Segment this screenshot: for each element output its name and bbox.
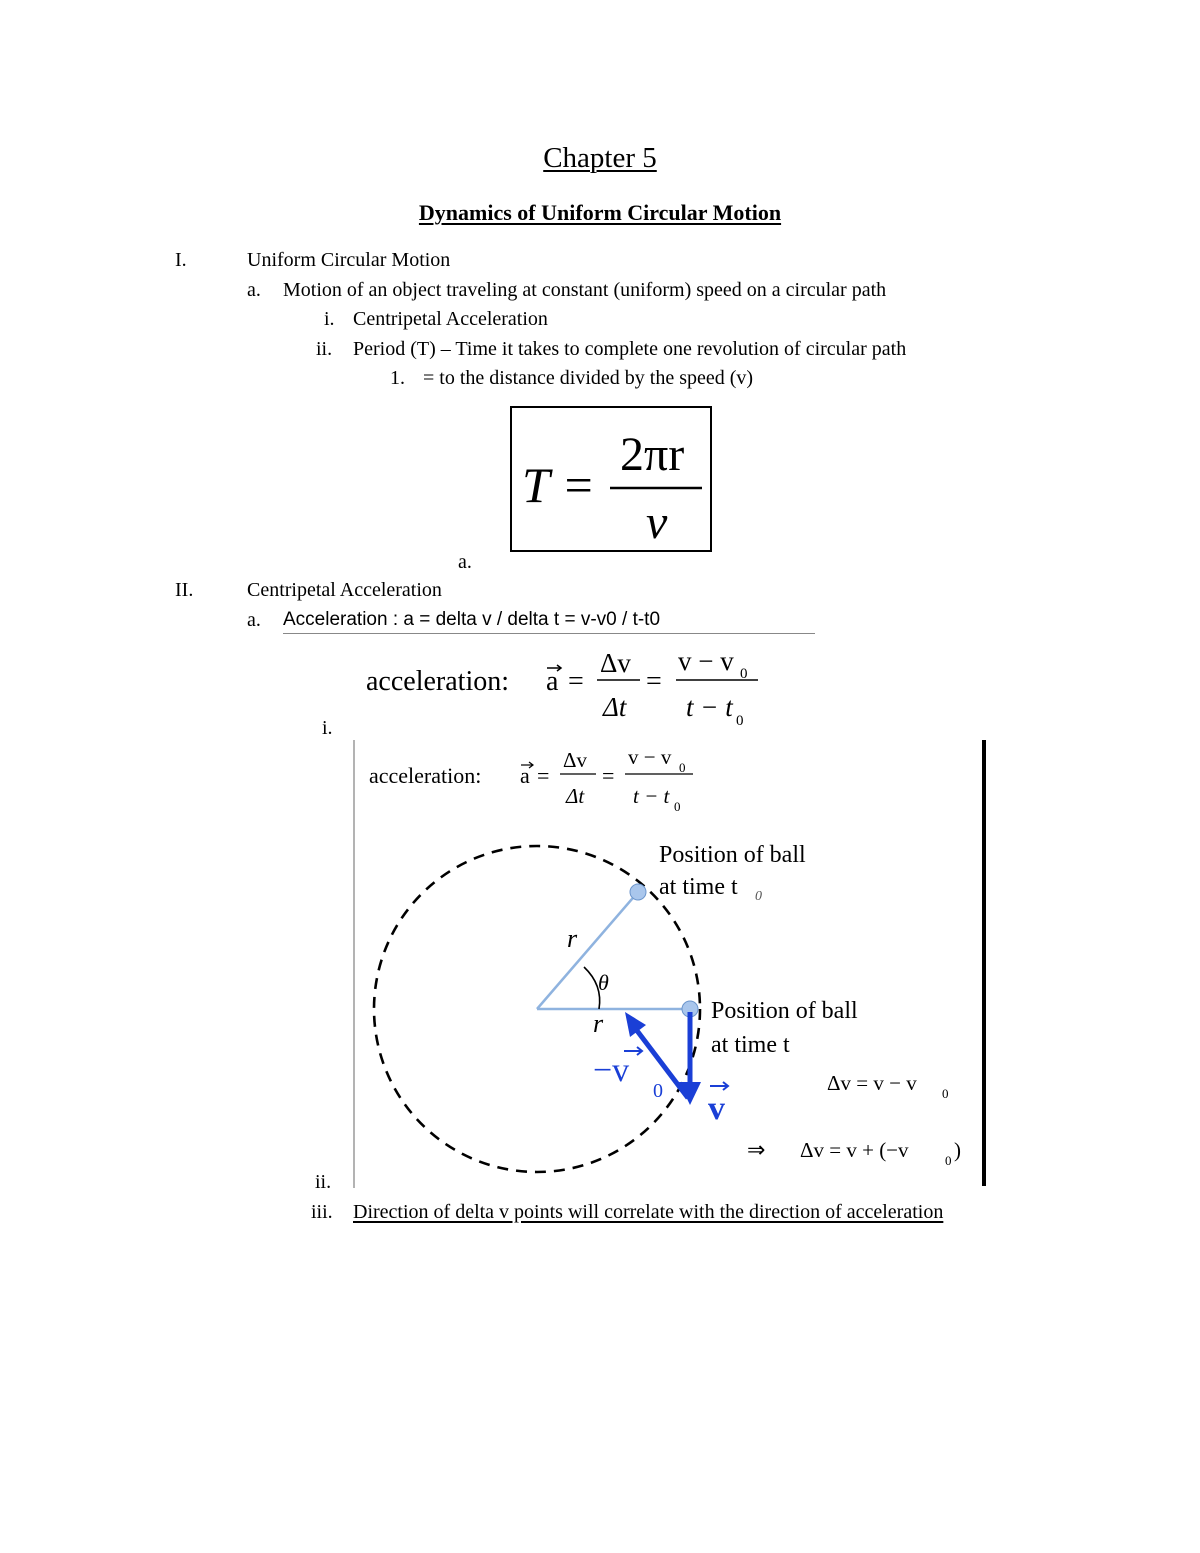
radius-label-2: r [593,1009,604,1038]
svg-text:0: 0 [653,1080,663,1102]
outline-marker-1: 1. [390,367,405,389]
radius-label-1: r [567,924,578,953]
neg-v0-label: −v [593,1052,630,1089]
period-formula-numerator: 2πr [620,428,685,481]
chapter-title: Chapter 5 [543,142,657,174]
accel-eq-label: acceleration: [366,666,510,697]
svg-text:): ) [954,1138,961,1162]
v-label: v [708,1090,725,1127]
delta-v-equation: Δv = v − v [827,1071,917,1095]
outline-marker-II: II. [175,579,194,601]
outline-heading-centripetal-acceleration: Centripetal Acceleration [247,579,442,601]
outline-item-acceleration-definition: Acceleration : a = delta v / delta t = v-v0 / t-t0 [283,609,661,630]
outline-marker-a-sub: a. [458,551,472,573]
outline-item-period: Period (T) – Time it takes to complete one revolution of circular path [353,338,907,360]
period-formula-box [510,406,712,552]
outline-marker-a: a. [247,279,261,301]
pos-t-label-line1: Position of ball [711,998,858,1024]
implies-arrow: ⇒ [747,1137,766,1162]
accel-eq-den2: t − t [686,692,733,722]
outline-item-motion-definition: Motion of an object traveling at constant (uniform) speed on a circular path [283,279,887,301]
diagram-accel-den2: t − t [633,784,670,808]
radius-line-t0 [537,892,638,1009]
divider-line [283,633,815,634]
diagram-accel-lhs: a [520,763,530,788]
accel-eq-den2-sub: 0 [736,713,744,729]
outline-heading-uniform-circular-motion: Uniform Circular Motion [247,249,451,271]
outline-marker-a-II: a. [247,609,261,631]
accel-eq-lhs: a [546,666,559,697]
svg-text:0: 0 [679,760,686,775]
svg-text:=: = [537,763,550,788]
diagram-accel-den1: Δt [566,784,585,808]
svg-text:0: 0 [755,889,762,904]
accel-eq-equals2: = [646,666,662,697]
outline-item-centripetal-acceleration: Centripetal Acceleration [353,308,548,330]
period-formula-denominator: v [646,496,668,549]
outline-marker-ii: ii. [316,338,333,360]
pos-t-label-line2: at time t [711,1032,790,1058]
svg-text:0: 0 [674,799,681,814]
diagram-accel-num2: v − v [628,745,672,769]
diagram-accel-label: acceleration: [369,763,482,788]
acceleration-equation [360,640,770,732]
accel-eq-num2-sub: 0 [740,666,748,682]
accel-eq-num1: Δv [600,648,631,678]
svg-text:=: = [602,763,615,788]
outline-marker-iii: iii. [311,1201,333,1223]
section-subtitle: Dynamics of Uniform Circular Motion [418,200,782,225]
accel-eq-equals1: = [568,666,584,697]
outline-item-delta-v-direction: Direction of delta v points will correlate with the direction of acceleration [353,1201,944,1223]
pos-t0-label-line1: Position of ball [659,842,806,868]
circular-motion-diagram [353,740,989,1188]
period-formula [512,408,709,549]
accel-eq-den1: Δt [603,692,627,722]
ball-at-t0 [630,884,646,900]
theta-label: θ [598,970,609,995]
pos-t0-label-line2: at time t [659,874,738,900]
delta-v-equation-2: Δv = v + (−v [800,1138,909,1162]
outline-marker-I: I. [175,249,187,271]
outline-item-distance-over-speed: = to the distance divided by the speed (v) [423,367,754,389]
period-formula-lhs: T = [522,457,596,513]
svg-text:0: 0 [942,1086,949,1101]
outline-marker-ii-II: ii. [315,1171,332,1193]
outline-marker-i-II: i. [322,717,333,739]
diagram-accel-num1: Δv [563,748,588,772]
svg-text:0: 0 [945,1153,952,1168]
accel-eq-num2: v − v [678,646,734,676]
outline-marker-i: i. [324,308,335,330]
